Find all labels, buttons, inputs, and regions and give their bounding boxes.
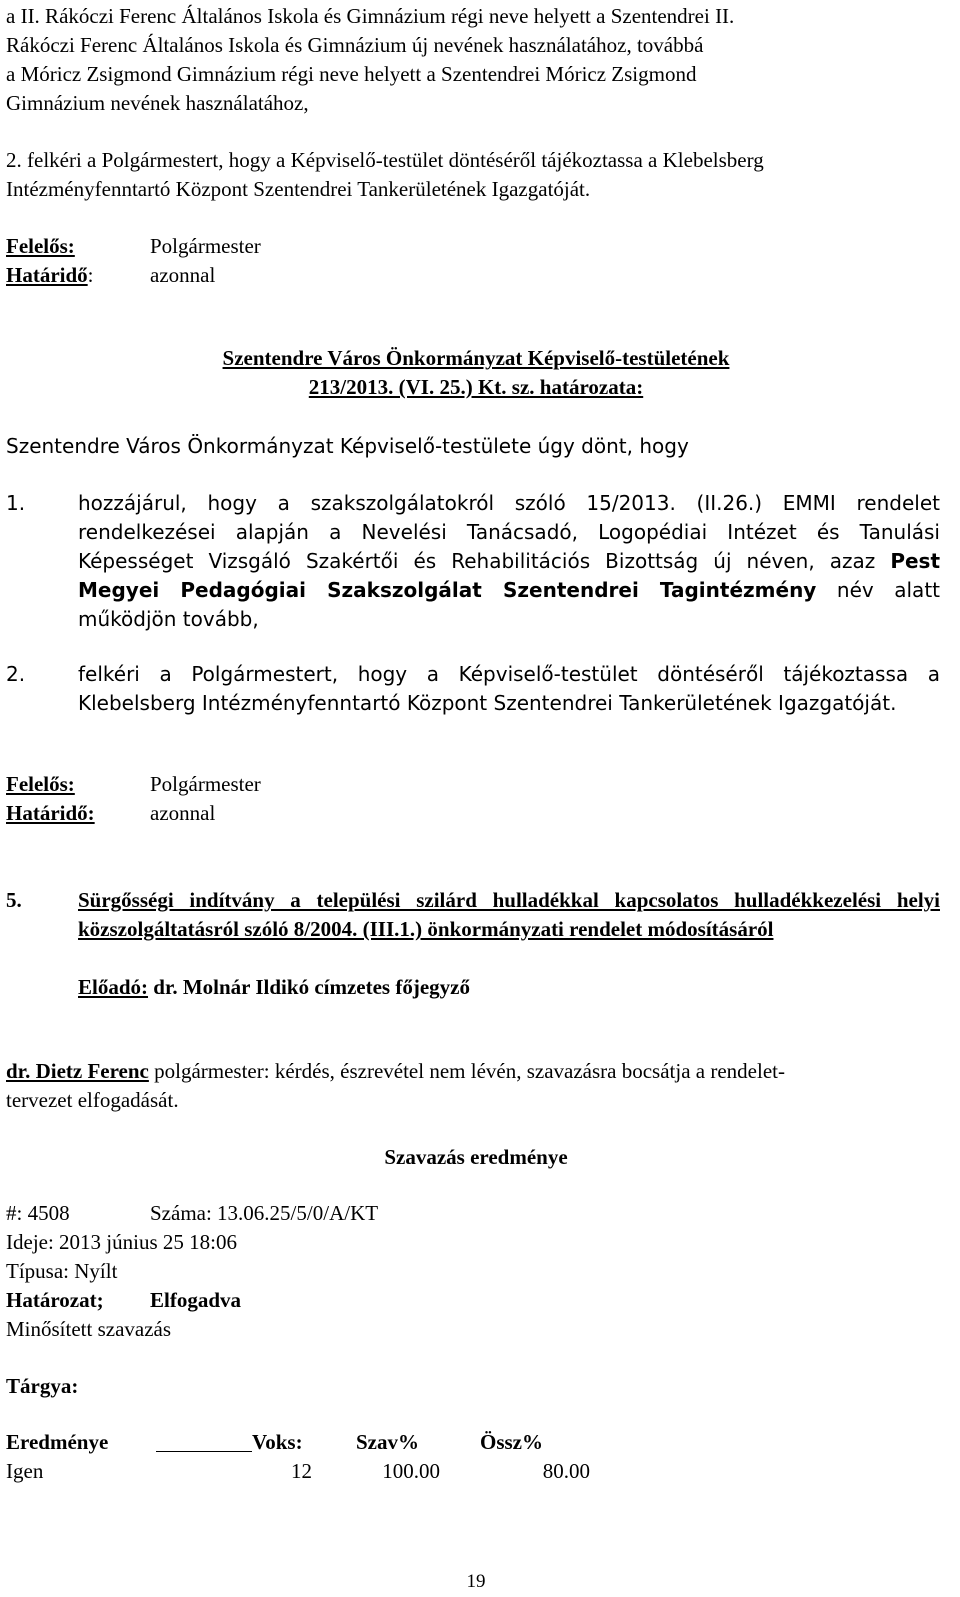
cell-total-percent: 80.00 [542,1459,590,1483]
speaker-name: dr. Dietz Ferenc [6,1059,149,1083]
felelos-value: Polgármester [150,772,261,796]
resolution-item-1-line-1: hozzájárul, hogy a szakszolgálatokról szóló 15/2013. (II.26.) EMMI rendelet [78,491,940,515]
resolution-item-1-text-b: név alatt működjön tovább, [78,578,940,631]
hatarido-label: Határidő [6,263,88,287]
vote-type: Típusa: Nyílt [6,1259,118,1283]
header-total-percent: Össz% [480,1430,543,1454]
resolution-title-line-1: Szentendre Város Önkormányzat Képviselő-testületének [222,346,730,370]
felelos-label: Felelős: [6,234,75,258]
header-underline-connector [156,1428,252,1452]
hatarido-label: Határidő: [6,801,95,825]
resolution-title-line-2: 213/2013. (VI. 25.) Kt. sz. határozata: [308,375,644,399]
speech-text: polgármester: kérdés, észrevétel nem lévén, szavazásra bocsátja a rendelet- [148,1059,785,1083]
presenter-label: Előadó: [78,975,149,999]
resolution-item-1-text-a: rendelkezései alapján a Nevelési Tanácsadó, Logopédiai Intézet és Tanulási Képességet Vizsgáló Szakértői és Rehabilitációs Bizottság új néven, azaz [78,520,940,573]
agenda-title: Sürgősségi indítvány a települési szilárd hulladékkal kapcsolatos hulladékkezelési helyi közszolgáltatásról szóló 8/2004. (III.1.) önkormányzati rendelet módosításáról [78,888,940,941]
cell-votes: 12 [291,1459,312,1483]
felelos-label: Felelős: [6,772,75,796]
vote-id: #: 4508 [6,1201,70,1225]
felelos-value: Polgármester [150,234,261,258]
resolution-item-1-text [78,518,940,634]
resolution-item-2-text: felkéri a Polgármestert, hogy a Képviselő-testület döntéséről tájékoztassa a Klebelsberg Intézményfenntartó Központ Szentendrei Tankerületének Igazgatóját. [78,662,940,715]
item-2-paragraph: 2. felkéri a Polgármestert, hogy a Képviselő-testület döntéséről tájékoztassa a Klebelsberg Intézményfenntartó Központ Szentendrei Tankerületének Igazgatóját. [6,148,764,201]
agenda-number: 5. [6,888,22,912]
vote-subject-label: Tárgya: [6,1374,79,1398]
speech-line-1 [6,1057,785,1086]
agenda-presenter [78,973,470,1002]
cell-vote-percent: 100.00 [382,1459,440,1483]
hatarido-colon: : [87,263,94,287]
resolution-item-2-number: 2. [6,662,26,686]
intro-line-4: Gimnázium nevének használatához, [6,91,309,115]
intro-line-3: a Móricz Zsigmond Gimnázium régi neve helyett a Szentendrei Móricz Zsigmond [6,62,697,86]
resolution-intro: Szentendre Város Önkormányzat Képviselő-testülete úgy dönt, hogy [6,434,689,458]
header-result: Eredménye [6,1430,109,1454]
page-number: 19 [466,1571,486,1592]
hatarido-value: azonnal [150,801,216,825]
intro-line-1: a II. Rákóczi Ferenc Általános Iskola és Gimnázium régi neve helyett a Szentendrei II. [6,4,735,28]
vote-results-table [6,1428,590,1488]
header-vote-percent: Szav% [356,1430,419,1454]
resolution-item-1-bold-name: Pest Megyei Pedagógiai Szakszolgálat Szentendrei Tagintézmény [78,549,940,602]
vote-date: Ideje: 2013 június 25 18:06 [6,1230,237,1254]
vote-number: Száma: 13.06.25/5/0/A/KT [150,1201,379,1225]
resolution-item-1-number: 1. [6,491,26,515]
hatarido-value: azonnal [150,263,216,287]
responsibility-block-2 [6,770,406,830]
vote-heading: Szavazás eredménye [384,1145,568,1169]
vote-qualified: Minősített szavazás [6,1317,172,1341]
vote-decision-label: Határozat; [6,1288,104,1312]
speech-line-2: tervezet elfogadását. [6,1088,179,1112]
presenter-name: dr. Molnár Ildikó címzetes főjegyző [148,975,470,999]
responsibility-block [6,232,406,292]
cell-result: Igen [6,1459,44,1483]
intro-line-2: Rákóczi Ferenc Általános Iskola és Gimnázium új nevének használatához, továbbá [6,33,704,57]
header-votes: Voks: [252,1430,303,1454]
hatarido-label-group [6,261,94,290]
header-underline-gap-1 [6,1428,142,1450]
vote-decision-value: Elfogadva [150,1288,242,1312]
